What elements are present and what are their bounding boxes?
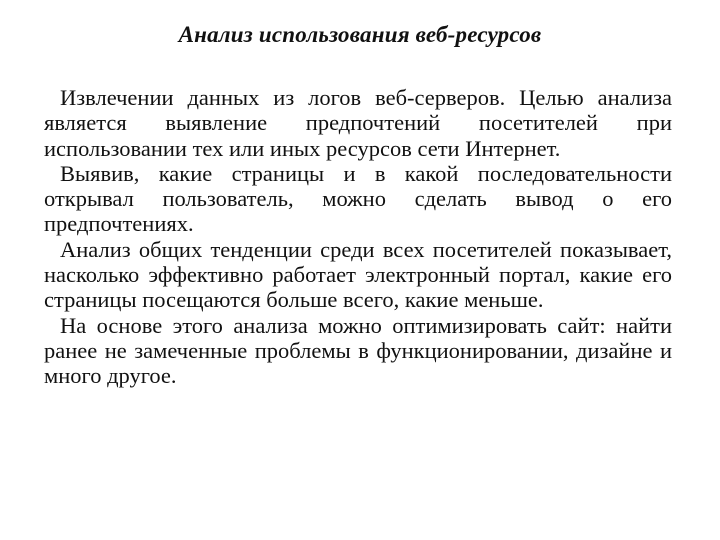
paragraph-optimization: На основе этого анализа можно оптимизировать сайт: найти ранее не замеченные проблемы в функционировании, дизайне и много другое. <box>44 312 672 389</box>
slide-body <box>44 85 672 389</box>
paragraph-page-sequence: Выявив, какие страницы и в какой последовательности открывал пользователь, можно сделать вывод о его предпочтениях. <box>44 160 672 237</box>
paragraph-general-trends: Анализ общих тенденции среди всех посетителей показывает, насколько эффективно работает электронный портал, какие его страницы посещаются больше всего, какие меньше. <box>44 236 672 313</box>
slide-title: Анализ использования веб-ресурсов <box>178 22 542 47</box>
paragraph-log-extraction: Извлечении данных из логов веб-серверов. Целью анализа является выявление предпочтений посетителей при использовании тех или иных ресурсов сети Интернет. <box>44 85 672 161</box>
